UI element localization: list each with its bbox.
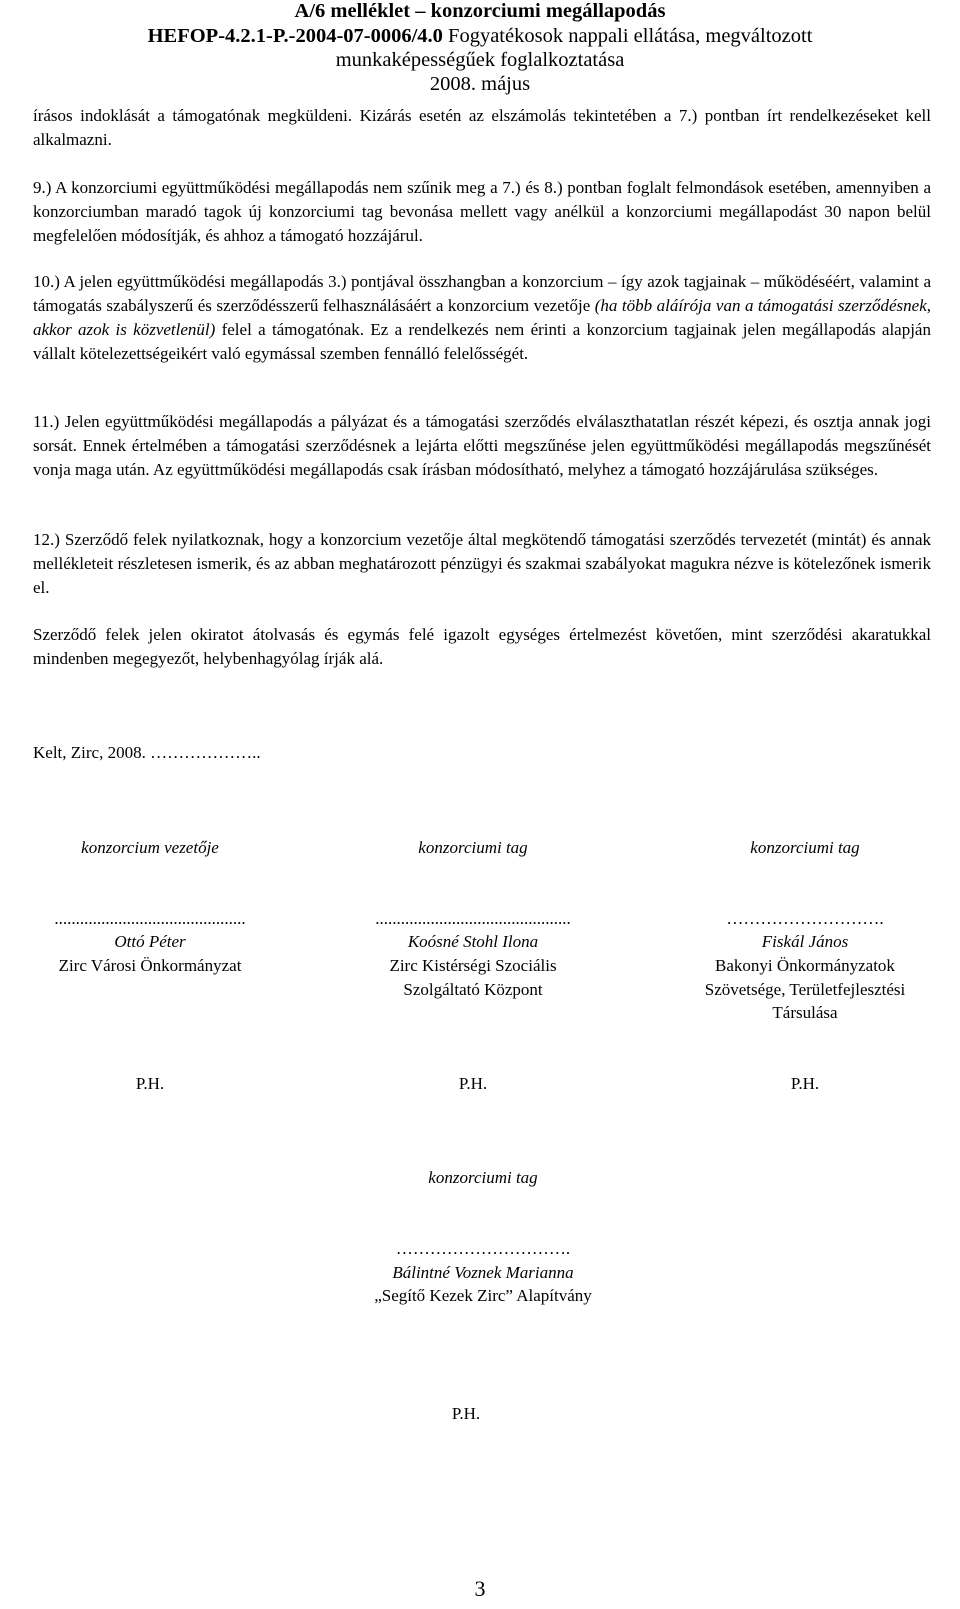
signatory-2-signature-line: .............................................. (375, 909, 571, 928)
signatory-2-name: Koósné Stohl Ilona (407, 932, 539, 951)
signatory-4-role: konzorciumi tag (428, 1168, 538, 1187)
signatory-2-stamp: P.H. (458, 1074, 488, 1093)
header-project-line (0, 24, 960, 48)
signatory-2-org-line-2: Szolgáltató Központ (403, 980, 543, 999)
signatory-4-name: Bálintné Voznek Marianna (392, 1263, 574, 1282)
paragraph-10 (33, 270, 931, 366)
signatory-1-name: Ottó Péter (114, 932, 186, 951)
paragraph-11: 11.) Jelen együttműködési megállapodás a pályázat és a támogatási szerződés elválaszthatatlan részét képezi, és osztja annak jogi sorsát. Ennek értelmében a támogatási szerződésnek a lejárta előtti megszűnése jelen együttműködési megállapodás megszűnését vonja maga után. Az együttműködési megállapodás csak írásban módosítható, melyhez a támogató hozzájárulása szükséges. (33, 412, 931, 479)
paragraph-9: 9.) A konzorciumi együttműködési megállapodás nem szűnik meg a 7.) és 8.) pontban foglalt felmondások esetében, amennyiben a konzorciumban maradó tagok új konzorciumi tag bevonása mellett vagy anélkül a konzorciumi megállapodást 30 napon belül megfelelően módosítják, és ahhoz a támogató hozzájárul. (33, 178, 931, 245)
signatory-3-stamp: P.H. (790, 1074, 820, 1093)
header-title: A/6 melléklet – konzorciumi megállapodás (294, 0, 666, 22)
signatory-1-signature-line: ............................................. (54, 909, 246, 928)
project-title-part: Fogyatékosok nappali ellátása, megváltozott (442, 25, 813, 47)
signatory-3-org-line-3: Társulása (772, 1003, 838, 1022)
signatory-3-org-line-2: Szövetsége, Területfejlesztési (704, 980, 906, 999)
signatory-1-stamp: P.H. (135, 1074, 165, 1093)
place-date: Kelt, Zirc, 2008. ……………….. (33, 743, 261, 762)
signatory-2-role: konzorciumi tag (418, 838, 528, 857)
signatory-3-org-line-1: Bakonyi Önkormányzatok (715, 956, 895, 975)
signatory-3-signature-line: ………………………. (726, 909, 884, 928)
signatory-4-stamp: P.H. (451, 1404, 481, 1423)
project-code: HEFOP-4.2.1-P.-2004-07-0006/4.0 (147, 25, 443, 47)
signatory-1-role: konzorcium vezetője (81, 838, 219, 857)
paragraph-continuation: írásos indoklását a támogatónak megküldeni. Kizárás esetén az elszámolás tekintetében a 7.) pontban írt rendelkezéseket kell alkalmazni. (33, 106, 931, 149)
paragraph-final: Szerződő felek jelen okiratot átolvasás és egymás felé igazolt egységes értelmezést követően, mint szerződési akaratukkal mindenben megegyezőt, helybenhagyólag írják alá. (33, 625, 931, 668)
signatory-4-org: „Segítő Kezek Zirc” Alapítvány (374, 1286, 592, 1305)
page-number: 3 (474, 1576, 486, 1601)
signatory-1-org: Zirc Városi Önkormányzat (58, 956, 242, 975)
paragraph-10-text-b: felel a támogatónak. Ez a rendelkezés nem érinti a konzorcium tagjainak jelen megállapodás alapján vállalt kötelezettségeikért való egymással szemben fennálló felelősségét. (33, 320, 931, 363)
signatory-2-org-line-1: Zirc Kistérségi Szociális (389, 956, 557, 975)
header-project-title: munkaképességűek foglalkoztatása (335, 49, 625, 71)
signatory-3-role: konzorciumi tag (750, 838, 860, 857)
paragraph-10-text-a: 10.) A jelen együttműködési megállapodás 3.) pontjával összhangban a konzorcium – így azok tagjainak – működéséért, valamint a támogatás szabályszerű és szerződésszerű felhasználásáért a konzorcium vezetője (33, 272, 931, 315)
header-date: 2008. május (429, 73, 531, 95)
signatory-3-name: Fiskál János (761, 932, 849, 951)
paragraph-12: 12.) Szerződő felek nyilatkoznak, hogy a konzorcium vezetője által megkötendő támogatási szerződés tervezetét (mintát) és annak mellékleteit részletesen ismerik, és az abban meghatározott pénzügyi és szakmai szabályokat magukra nézve is kötelezőnek ismerik el. (33, 530, 931, 597)
paragraph-10-italic: (ha több aláírója van a támogatási szerződésnek, akkor azok is közvetlenül) (33, 296, 932, 339)
signatory-4-signature-line: …………………………. (395, 1239, 571, 1258)
